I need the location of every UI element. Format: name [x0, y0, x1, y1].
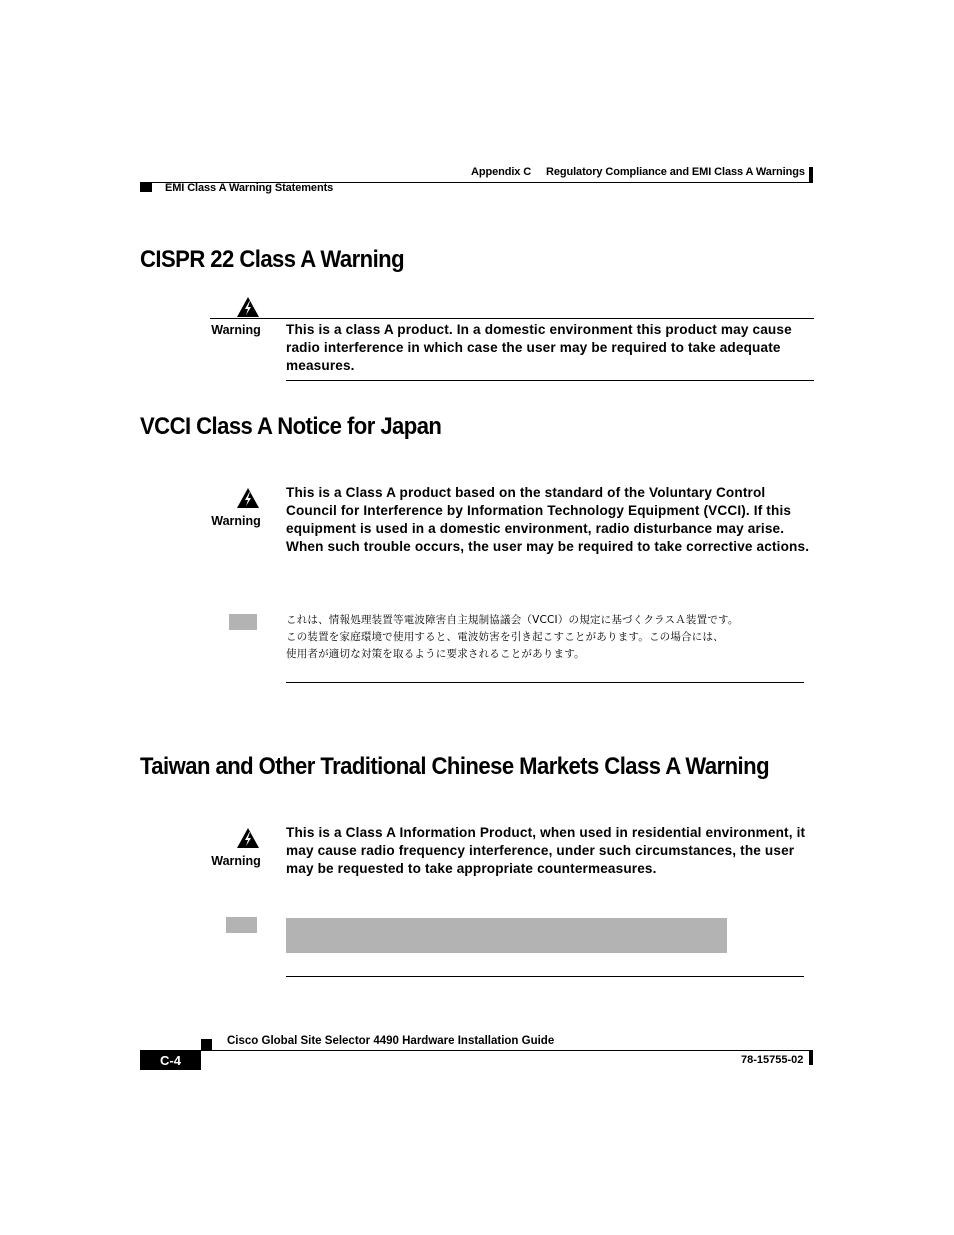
header-appendix: Appendix C [471, 166, 532, 178]
image-placeholder-box [229, 614, 257, 630]
doc-number: 78-15755-02 [741, 1054, 804, 1066]
footer-marker-bar [809, 1051, 813, 1065]
footer-guide-title: Cisco Global Site Selector 4490 Hardware Installation Guide [227, 1035, 555, 1047]
warning-text-cispr: This is a class A product. In a domestic environment this product may cause radio interference in which case the user may be required to take adequate measures. [286, 322, 792, 373]
warning-icon [236, 296, 260, 318]
japanese-line: これは、情報処理装置等電波障害自主規制協議会（VCCI）の規定に基づくクラスＡ装置です。 [286, 614, 739, 626]
japanese-line: この装置を家庭環境で使用すると、電波妨害を引き起こすことがあります。この場合には、 [286, 631, 724, 643]
chinese-notice-image [286, 918, 727, 953]
header-section: EMI Class A Warning Statements [165, 182, 334, 194]
japanese-line: 使用者が適切な対策を取るように要求されることがあります。 [286, 648, 585, 660]
warning-top-rule [210, 318, 814, 319]
warning-icon [236, 487, 260, 509]
warning-text-vcci: This is a Class A product based on the standard of the Voluntary Control Council for Interference by Information Technology Equipment (VCCI). If this equipment is used in a domestic environment, radio disturbance may arise. When such trouble occurs, the user may be required to take corrective actions. [286, 485, 810, 554]
section-title-cispr: CISPR 22 Class A Warning [140, 246, 405, 273]
warning-text-taiwan: This is a Class A Information Product, when used in residential environment, it may cause radio frequency interference, under such circumstances, the user may be requested to take appropriate countermeasures. [286, 825, 806, 876]
footer-rule [140, 1050, 813, 1051]
section-title-taiwan: Taiwan and Other Traditional Chinese Markets Class A Warning [140, 753, 770, 780]
warning-bottom-rule [286, 976, 804, 977]
warning-bottom-rule [286, 380, 814, 381]
japanese-notice-text [286, 612, 739, 663]
warning-label: Warning [211, 854, 261, 868]
image-placeholder-box [226, 917, 257, 933]
section-marker-square [140, 183, 152, 192]
warning-bottom-rule [286, 682, 804, 683]
warning-label: Warning [211, 323, 261, 337]
section-title-vcci: VCCI Class A Notice for Japan [140, 413, 442, 440]
header-chapter-title: Regulatory Compliance and EMI Class A Warnings [546, 166, 805, 178]
warning-label: Warning [211, 514, 261, 528]
page-number: C-4 [140, 1051, 201, 1070]
header-marker-bar [809, 167, 813, 183]
warning-icon [236, 827, 260, 849]
